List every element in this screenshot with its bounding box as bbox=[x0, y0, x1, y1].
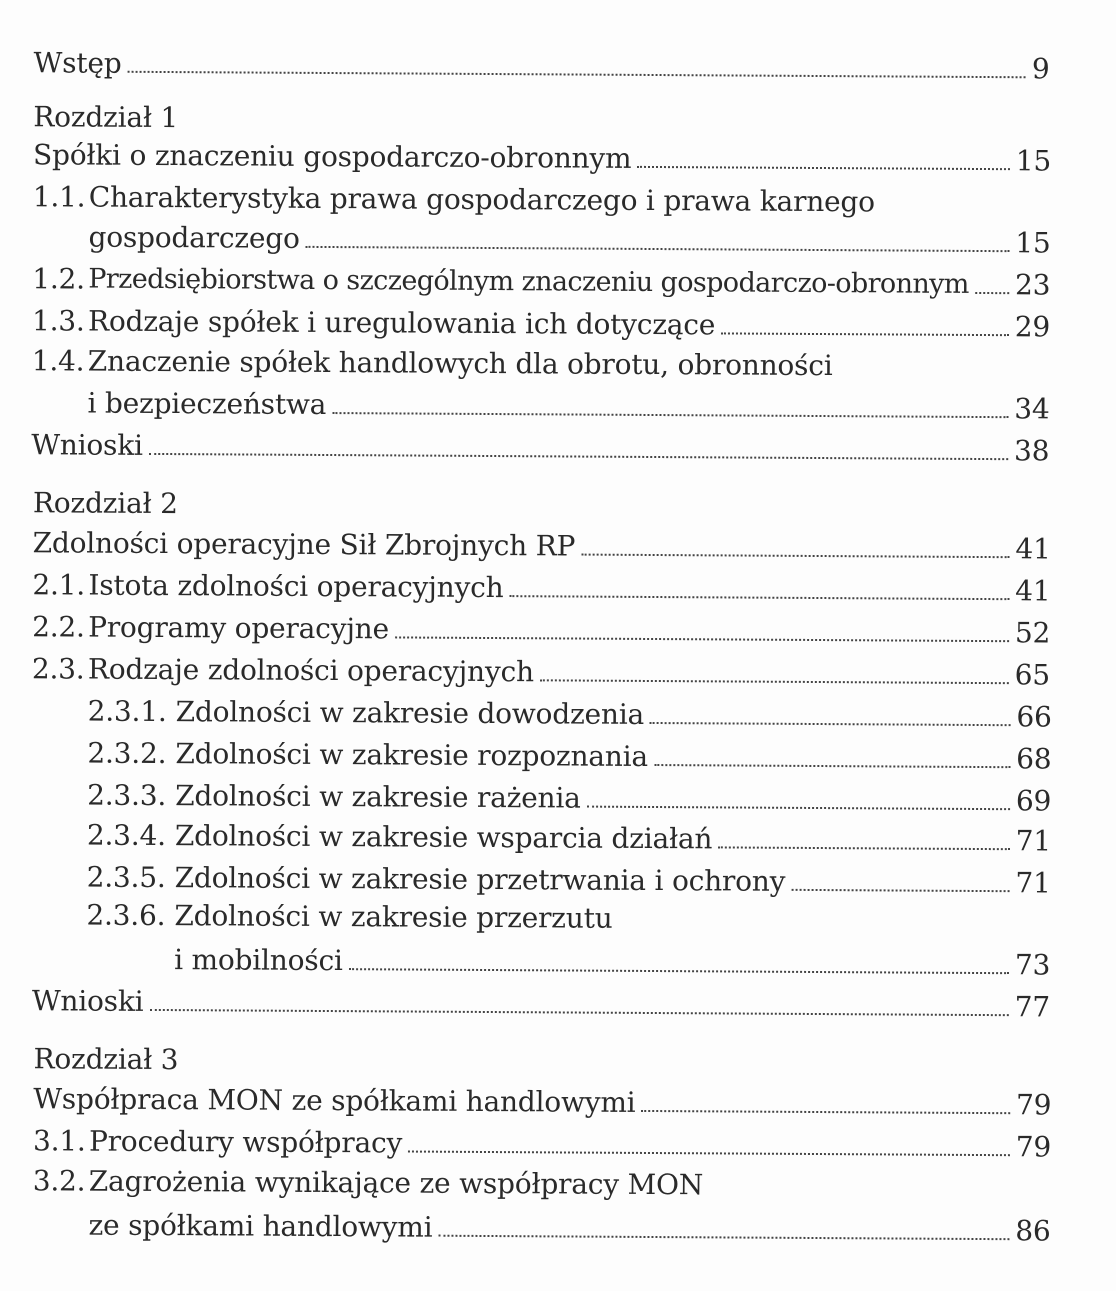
entry-title: Zdolności w zakresie rażenia bbox=[175, 779, 581, 815]
page-number: 9 bbox=[1031, 52, 1050, 86]
toc-entry-continuation bbox=[88, 1201, 1050, 1249]
toc-entry-section bbox=[32, 344, 833, 383]
entry-title: Zdolności w zakresie wsparcia działań bbox=[174, 819, 713, 856]
toc-entry-section bbox=[32, 296, 1050, 344]
entry-title: Istota zdolności operacyjnych bbox=[88, 568, 504, 605]
page-number: 15 bbox=[1015, 226, 1051, 260]
dot-leader bbox=[509, 595, 1009, 600]
dot-leader bbox=[581, 554, 1009, 559]
entry-title: ze spółkami handlowymi bbox=[88, 1208, 433, 1244]
entry-title: Wstęp bbox=[33, 46, 122, 80]
dot-leader bbox=[149, 1009, 1008, 1016]
dot-leader bbox=[650, 722, 1010, 726]
page-number: 66 bbox=[1016, 700, 1052, 734]
dot-leader bbox=[587, 806, 1010, 811]
page-number: 41 bbox=[1015, 574, 1051, 608]
dot-leader bbox=[408, 1151, 1010, 1157]
toc-entry-chapter-title bbox=[33, 518, 1051, 566]
entry-title: i mobilności bbox=[174, 943, 343, 978]
page-number: 38 bbox=[1013, 434, 1050, 468]
dot-leader bbox=[791, 889, 1009, 892]
section-number: 2.3.6. bbox=[86, 898, 166, 933]
page-number: 73 bbox=[1014, 948, 1051, 982]
entry-title: Zdolności w zakresie rozpoznania bbox=[175, 737, 649, 773]
section-number: 1.3. bbox=[31, 304, 85, 338]
page-number: 15 bbox=[1015, 144, 1052, 178]
toc-entry-subsection bbox=[87, 729, 1051, 777]
chapter-label: Rozdział 3 bbox=[33, 1042, 179, 1077]
page-number: 71 bbox=[1015, 866, 1051, 900]
dot-leader bbox=[540, 679, 1009, 684]
toc-entry-continuation bbox=[174, 935, 1050, 982]
entry-title: Procedury współpracy bbox=[88, 1124, 403, 1160]
page-number: 68 bbox=[1016, 742, 1052, 776]
dot-leader bbox=[349, 968, 1009, 974]
dot-leader bbox=[332, 412, 1008, 418]
toc-entry-subsection bbox=[87, 811, 1051, 859]
toc-entry-subsection bbox=[86, 899, 612, 936]
toc-entry-section bbox=[33, 1164, 704, 1202]
section-number: 2.3.2. bbox=[87, 736, 167, 771]
page-number: 34 bbox=[1014, 392, 1050, 426]
section-number: 2.3.3. bbox=[87, 778, 167, 813]
dot-leader bbox=[306, 246, 1010, 252]
section-number: 3.2. bbox=[32, 1164, 86, 1198]
dot-leader bbox=[975, 292, 1009, 294]
section-number: 1.4. bbox=[31, 344, 85, 378]
page-number: 29 bbox=[1014, 310, 1051, 344]
dot-leader bbox=[721, 332, 1009, 336]
toc-entry-chapter-title bbox=[33, 1074, 1051, 1122]
dot-leader bbox=[654, 764, 1010, 768]
section-number: 2.3.4. bbox=[86, 818, 166, 853]
section-number: 3.1. bbox=[32, 1124, 86, 1158]
page-number: 77 bbox=[1014, 990, 1050, 1024]
toc-entry-chapter-title bbox=[33, 130, 1051, 178]
section-number: 2.3.5. bbox=[86, 860, 166, 895]
entry-title: Zagrożenia wynikające ze współpracy MON bbox=[88, 1164, 704, 1202]
section-number: 2.1. bbox=[32, 568, 86, 602]
toc-entry-conclusions bbox=[32, 976, 1050, 1024]
entry-title: Spółki o znaczeniu gospodarczo-obronnym bbox=[32, 138, 632, 175]
page-number: 52 bbox=[1014, 616, 1051, 650]
dot-leader bbox=[718, 846, 1009, 850]
entry-title: Wnioski bbox=[31, 428, 143, 462]
toc-entry-intro bbox=[34, 38, 1050, 86]
toc-entry-section bbox=[32, 254, 1050, 302]
toc-entry-continuation bbox=[87, 379, 1049, 427]
entry-title: Zdolności w zakresie przetrwania i ochrony bbox=[174, 861, 786, 898]
toc-entry-subsection bbox=[87, 853, 1051, 901]
toc-entry-section bbox=[32, 644, 1050, 692]
toc-entry-section bbox=[32, 560, 1050, 608]
entry-title: Przedsiębiorstwa o szczególnym znaczeniu gospodarczo-obronnym bbox=[88, 263, 969, 300]
page-number: 23 bbox=[1014, 268, 1051, 302]
page-number: 69 bbox=[1015, 784, 1052, 818]
dot-leader bbox=[127, 71, 1025, 78]
dot-leader bbox=[149, 453, 1008, 460]
entry-title: Znaczenie spółek handlowych dla obrotu, obronności bbox=[87, 344, 833, 383]
toc-entry-conclusions bbox=[31, 420, 1049, 468]
entry-title: Programy operacyjne bbox=[88, 610, 390, 646]
entry-title: Współpraca MON ze spółkami handlowymi bbox=[33, 1082, 636, 1119]
chapter-label: Rozdział 1 bbox=[33, 100, 179, 135]
dot-leader bbox=[438, 1235, 1009, 1240]
dot-leader bbox=[641, 1110, 1010, 1114]
section-number: 2.3.1. bbox=[87, 694, 167, 729]
page-number: 79 bbox=[1015, 1130, 1052, 1164]
section-number: 1.1. bbox=[32, 180, 86, 214]
page-number: 86 bbox=[1015, 1214, 1051, 1248]
entry-title: Zdolności w zakresie dowodzenia bbox=[175, 695, 645, 731]
section-number: 1.2. bbox=[32, 262, 86, 296]
chapter-label: Rozdział 2 bbox=[32, 486, 178, 521]
page-number: 65 bbox=[1014, 658, 1050, 692]
toc-entry-section bbox=[32, 602, 1050, 650]
dot-leader bbox=[395, 636, 1009, 642]
entry-title: Wnioski bbox=[31, 984, 144, 1018]
toc-entry-subsection bbox=[88, 687, 1052, 735]
entry-title: gospodarczego bbox=[88, 220, 300, 255]
entry-title: Rodzaje spółek i uregulowania ich dotyczące bbox=[87, 304, 716, 342]
page-number: 41 bbox=[1015, 532, 1051, 566]
page-number: 71 bbox=[1015, 824, 1051, 858]
entry-title: Charakterystyka prawa gospodarczego i prawa karnego bbox=[88, 180, 875, 219]
dot-leader bbox=[637, 166, 1009, 170]
section-number: 2.2. bbox=[32, 610, 85, 644]
section-number: 2.3. bbox=[31, 652, 85, 686]
toc-entry-section bbox=[33, 1116, 1051, 1164]
page-number: 79 bbox=[1015, 1088, 1052, 1122]
entry-title: i bezpieczeństwa bbox=[87, 386, 327, 421]
entry-title: Zdolności w zakresie przerzutu bbox=[174, 899, 613, 935]
entry-title: Rodzaje zdolności operacyjnych bbox=[87, 652, 534, 689]
entry-title: Zdolności operacyjne Sił Zbrojnych RP bbox=[32, 526, 576, 563]
toc-entry-continuation bbox=[88, 213, 1050, 261]
